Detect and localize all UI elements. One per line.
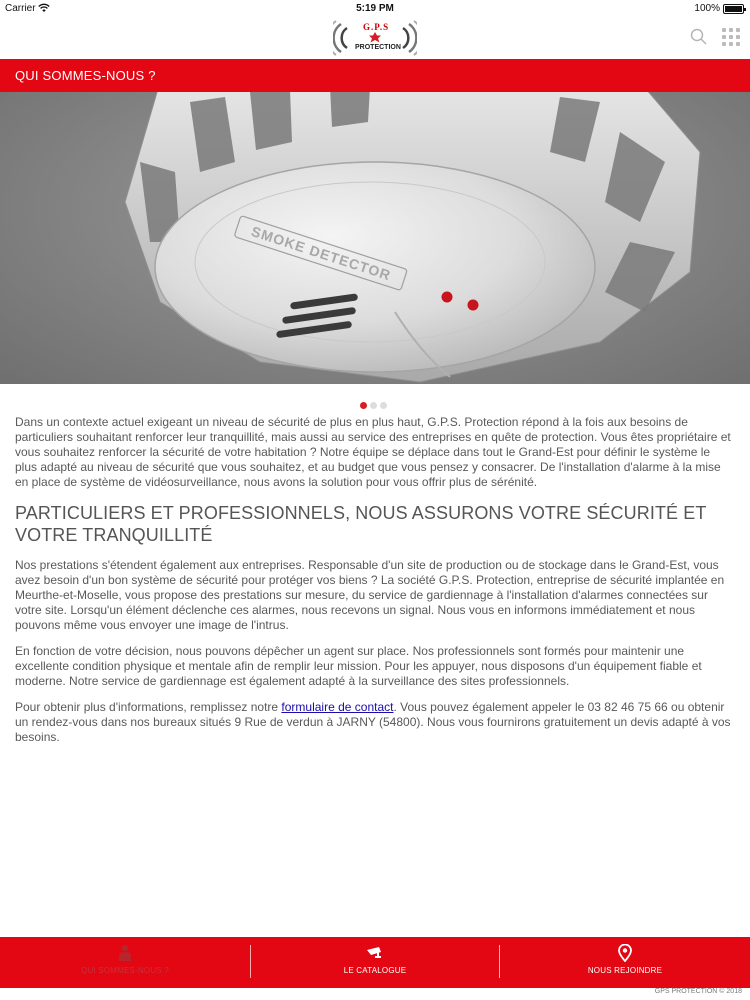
tab-qui-sommes-nous[interactable] — [0, 937, 250, 988]
status-bar — [0, 0, 750, 18]
contact-paragraph — [15, 700, 733, 745]
menu-grid-button[interactable] — [722, 28, 740, 46]
tab-label: QUI SOMMES-NOUS ? — [81, 966, 169, 975]
tab-catalogue[interactable] — [250, 937, 500, 988]
page-title: QUI SOMMES-NOUS ? — [15, 68, 156, 83]
carrier-label: Carrier — [5, 3, 36, 14]
page-content — [15, 415, 733, 756]
map-pin-icon — [615, 944, 635, 962]
battery-icon — [723, 4, 744, 14]
person-icon — [115, 944, 135, 962]
tab-nous-rejoindre[interactable] — [500, 937, 750, 988]
carousel-dot[interactable] — [360, 402, 367, 409]
section-heading: PARTICULIERS ET PROFESSIONNELS, NOUS ASSURONS VOTRE SÉCURITÉ ET VOTRE TRANQUILLITÉ — [15, 503, 707, 545]
page-title-bar — [0, 59, 750, 92]
carousel-dot[interactable] — [370, 402, 377, 409]
detector-label: SMOKE DETECTOR — [249, 223, 394, 284]
battery-percent: 100% — [694, 3, 720, 14]
services-paragraph: Nos prestations s'étendent également aux entreprises. Responsable d'un site de production ou de stockage dans le Grand-Est, vous avez besoin d'un bon système de sécurité pour protéger vos biens ? La société G.P.S. Protection, entreprise de sécurité implantée en Meurthe-et-Moselle, vous propose des prestations sur mesure, du service de gardiennage à l'installation d'alarmes connectées sur votre site. Lorsqu'un élément déclenche ces alarmes, nous recevons un signal. Nous vous en informons immédiatement et nous pouvons même vous envoyer une image de l'intrus. — [15, 558, 725, 632]
logo-protection-text: PROTECTION — [355, 44, 401, 51]
tab-label: LE CATALOGUE — [343, 966, 407, 975]
smoke-detector-image — [0, 92, 750, 384]
search-button[interactable] — [689, 27, 709, 47]
search-icon — [689, 27, 709, 47]
contact-text-after: . Vous pouvez également appeler le 03 82 46 75 66 ou obtenir un rendez-vous dans nos bureaux situés 9 Rue de verdun à JARNY (54800). Nous vous fournirons gratuitement un devis adapté à vos besoins. — [15, 700, 731, 744]
grid-icon — [722, 28, 726, 32]
hero-carousel[interactable] — [0, 92, 750, 384]
logo-gps-text: G.P.S — [363, 22, 390, 32]
intro-paragraph: Dans un contexte actuel exigeant un niveau de sécurité de plus en plus haut, G.P.S. Protection répond à la fois aux besoins de particuliers souhaitant renforcer leur tranquillité, mais aussi au service des entreprises en quête de protection. Vous êtes propriétaire et vous souhaitez renforcer la sécurité de votre habitation ? Notre équipe se déplace dans tout le Grand-Est pour définir le système le plus adapté au niveau de sécurité que vous souhaitez, et au budget que vous pensez y consacrer. De l'installation d'alarme à la mise en place de système de vidéosurveillance, nous avons la solution pour vous offrir plus de sérénité. — [15, 415, 731, 489]
app-header — [0, 18, 750, 58]
bottom-tab-bar — [0, 937, 750, 988]
clock: 5:19 PM — [356, 3, 394, 14]
gps-protection-logo[interactable] — [333, 20, 417, 56]
copyright: GPS PROTECTION © 2018 — [654, 988, 742, 995]
contact-form-link[interactable]: formulaire de contact — [281, 700, 394, 714]
contact-text-before: Pour obtenir plus d'informations, remplissez notre — [15, 700, 282, 714]
camera-icon — [365, 944, 385, 962]
carousel-indicator[interactable] — [360, 396, 390, 404]
response-paragraph: En fonction de votre décision, nous pouvons dépêcher un agent sur place. Nos professionnels sont formés pour maintenir une excellente condition physique et mentale afin de remplir leur mission. Pour les appuyer, nous disposons d'un équipement fiable et moderne. Notre service de gardiennage est également adapté à la surveillance des sites professionnels. — [15, 644, 702, 688]
carousel-dot[interactable] — [380, 402, 387, 409]
tab-label: NOUS REJOINDRE — [587, 966, 663, 975]
